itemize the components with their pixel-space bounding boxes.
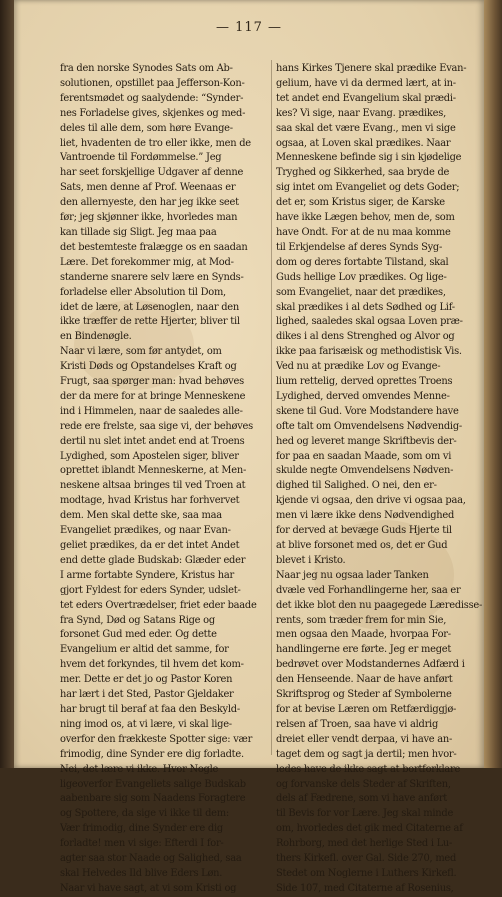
page-edge <box>484 0 502 768</box>
text-line: fra den norske Synodes Sats om Ab- <box>60 63 233 74</box>
text-line: Vantroende til Fordømmelse.” Jeg <box>60 152 222 164</box>
text-line: I arme fortabte Syndere, Kristus har <box>60 569 234 581</box>
text-line: gjort Fyldest for eders Synder, udslet- <box>60 584 241 596</box>
text-line: fra Synd, Død og Satans Rige og <box>60 614 215 626</box>
text-line: Guds hellige Lov prædikes. Og lige- <box>276 271 447 283</box>
text-line: til Erkjendelse af deres Synds Syg- <box>276 241 443 253</box>
text-line: skulde negte Omvendelsens Nødven- <box>276 465 454 477</box>
text-line: en Bindenøgle. <box>60 331 132 343</box>
text-line: har brugt til beraf at faa den Beskyld- <box>60 703 240 715</box>
text-line: ofte talt om Omvendelsens Nødvendig- <box>276 420 462 432</box>
text-line: rents, som træder frem for min Sie, <box>276 614 447 626</box>
text-line: Vær frimodig, dine Synder ere dig <box>60 823 223 835</box>
text-line: tet eders Overtrædelser, friet eder baade <box>60 599 257 611</box>
left-text-column <box>60 62 270 897</box>
text-line: frimodig, dine Synder ere dig forladte. <box>60 748 244 760</box>
text-line: hans Kirkes Tjenere skal prædike Evan- <box>276 63 467 74</box>
text-line: dighed til Salighed. O nei, den er- <box>276 480 437 492</box>
text-line: ind i Himmelen, naar de saaledes alle- <box>60 405 243 417</box>
text-line: har lært i det Sted, Pastor Gjeldaker <box>60 689 234 701</box>
text-line: ogsaa, at Loven skal prædikes. Naar <box>276 137 451 149</box>
text-line: blevet i Kristo. <box>276 554 346 566</box>
text-line: kjende vi ogsaa, den drive vi ogsaa paa, <box>276 495 466 507</box>
text-line: handlingerne ere førte. Jeg er meget <box>276 644 452 656</box>
text-line: rede ere frelste, saa sige vi, der behøves <box>60 420 253 432</box>
text-line: dikes i al dens Strenghed og Alvor og <box>276 331 455 343</box>
text-line: relsen af Troen, saa have vi aldrig <box>276 718 439 730</box>
text-line: skal Helvedes Ild blive Eders Løn. <box>60 867 223 879</box>
book-page <box>14 0 484 894</box>
text-line: ledes have de ikke sagt at bortforklare <box>276 763 461 775</box>
text-line: bedrøvet over Modstandernes Adfærd i <box>276 659 465 671</box>
text-line: skene til Gud. Vore Modstandere have <box>276 405 459 417</box>
text-line: thers Kirkefl. over Gal. Side 270, med <box>276 853 457 865</box>
text-line: den Henseende. Naar de have anført <box>276 674 453 686</box>
text-line: geliet prædikes, da er det intet Andet <box>60 540 240 551</box>
text-line: Rohrborg, med det herlige Sted i Lu- <box>276 838 453 850</box>
text-line: for derved at bevæge Guds Hjerte til <box>276 525 452 537</box>
text-line: Tryghed og Sikkerhed, saa bryde de <box>276 167 450 179</box>
text-line: neskene altsaa bringes til ved Troen at <box>60 480 246 492</box>
text-line: solutionen, opstillet paa Jefferson-Kon- <box>60 77 245 89</box>
text-line: Evangelium er altid det samme, for <box>60 644 229 656</box>
text-line: Lydighed, derved omvendes Menne- <box>276 390 450 402</box>
text-line: ferentsmødet og saalydende: “Synder- <box>60 92 244 104</box>
text-line: Evangeliet prædikes, og naar Evan- <box>60 525 231 537</box>
text-line: for paa en saadan Maade, som om vi <box>276 450 452 462</box>
text-line: Stedet om Noglerne i Luthers Kirkefl. <box>276 867 457 879</box>
text-line: hvem det forkyndes, til hvem det kom- <box>60 659 244 671</box>
text-line: dvæle ved Forhandlingerne her, saa er <box>276 584 461 596</box>
text-line: og Spottere, da sige vi ikke til dem: <box>60 808 229 820</box>
text-line: dels af Fædrene, som vi have anført <box>276 793 448 805</box>
text-line: det er, som Kristus siger, de Karske <box>276 197 445 209</box>
text-line: om, hvorledes det gik med Citaterne af <box>276 823 463 835</box>
text-line: men vi lære ikke dens Nødvendighed <box>276 510 455 522</box>
text-line: ligeoverfor Evangeliets salige Budskab <box>60 778 246 790</box>
text-line: hed og leveret mange Skriftbevis der- <box>276 435 457 447</box>
text-line: tet andet end Evangelium skal prædi- <box>276 92 456 104</box>
text-line: sig intet om Evangeliet og dets Goder; <box>276 182 460 194</box>
text-line: kes? Vi sige, naar Evang. prædikes, <box>276 107 446 119</box>
text-line: Ved nu at prædike Lov og Evange- <box>276 361 441 373</box>
right-text-column <box>276 62 486 897</box>
text-line: dreiet eller vendt derpaa, vi have an- <box>276 733 453 745</box>
text-line: mer. Dette er det jo og Pastor Koren <box>60 674 233 686</box>
text-line: Kristi Døds og Opstandelses Kraft og <box>60 361 237 373</box>
text-line: forladelse eller Absolution til Dom, <box>60 286 226 298</box>
text-line: kan tillade sig Sligt. Jeg maa paa <box>60 226 217 238</box>
text-line: Lære. Det forekommer mig, at Mod- <box>60 256 234 268</box>
text-line: liet, hvadenten de tro eller ikke, men de <box>60 137 251 149</box>
text-line: Sats, men denne af Prof. Weenaas er <box>60 182 236 194</box>
text-line: standerne snarere selv lære en Synds- <box>60 271 244 283</box>
text-line: Skriftsprog og Steder af Symbolerne <box>276 689 452 701</box>
text-line: Naar vi have sagt, at vi som Kristi og <box>60 882 237 894</box>
text-line: for at bevise Læren om Retfærdiggjø- <box>276 703 457 715</box>
text-line: ning imod os, at vi lære, vi skal lige- <box>60 718 232 730</box>
text-line: oprettet iblandt Menneskerne, at Men- <box>60 465 247 477</box>
text-line: som Evangeliet, naar det prædikes, <box>276 286 446 298</box>
text-line: den allernyeste, den har jeg ikke seet <box>60 197 239 209</box>
text-line: lium rettelig, derved oprettes Troens <box>276 376 453 388</box>
text-line: der da mere for at bringe Menneskene <box>60 390 246 402</box>
page-number: — 117 — <box>215 20 283 35</box>
text-line: have ikke Lægen behov, men de, som <box>276 212 455 224</box>
text-line: Lydighed, som Apostelen siger, bliver <box>60 450 239 462</box>
text-line: før; jeg skjønner ikke, hvorledes man <box>60 212 238 224</box>
text-line: ikke træffer de rette Hjerter, bliver til <box>60 316 240 328</box>
text-line: dom og deres fortabte Tilstand, skal <box>276 256 449 268</box>
text-line: Nei, det lære vi ikke. Hvor Nogle <box>60 763 219 775</box>
text-line: skal prædikes i al dets Sødhed og Lif- <box>276 301 455 313</box>
text-line: taget dem og sagt ja dertil; men hvor- <box>276 748 457 760</box>
book-spine <box>0 0 14 768</box>
text-line: Frugt, saa spørger man: hvad behøves <box>60 376 244 388</box>
text-line: saa skal det være Evang., men vi sige <box>276 122 456 134</box>
text-line: ikke paa farisæisk og methodistisk Vis. <box>276 346 462 358</box>
text-line: Naar jeg nu ogsaa lader Tanken <box>276 569 429 581</box>
text-line: idet de lære, at Løsenoglen, naar den <box>60 301 239 313</box>
text-line: Naar vi lære, som før antydet, om <box>60 346 222 358</box>
text-line: forladte! men vi sige: Efterdi I for- <box>60 838 224 850</box>
text-line: til Bevis for vor Lære. Jeg skal minde <box>276 808 454 820</box>
text-line: end dette glade Budskab: Glæder eder <box>60 554 246 566</box>
text-line: lighed, saaledes skal ogsaa Loven præ- <box>276 316 463 328</box>
text-line: overfor den frækkeste Spotter sige: vær <box>60 733 253 745</box>
text-line: dem. Men skal dette ske, saa maa <box>60 510 222 522</box>
text-line: men ogsaa den Maade, hvorpaa For- <box>276 629 451 641</box>
text-line: at blive forsonet med os, det er Gud <box>276 540 448 551</box>
text-line: det bestemteste fralægge os en saadan <box>60 241 248 253</box>
text-line: Menneskene befinde sig i sin kjødelige <box>276 152 462 164</box>
text-line: og forvanske dels Steder af Skriften, <box>276 778 451 790</box>
text-line: det ikke blot den nu paagegede Læredisse- <box>276 599 483 611</box>
text-line: gelium, have vi da dermed lært, at in- <box>276 77 456 89</box>
text-line: har seet forskjellige Udgaver af denne <box>60 167 244 179</box>
text-line: nes Forladelse gives, skjenkes og med- <box>60 107 246 119</box>
text-line: modtage, hvad Kristus har forhvervet <box>60 495 240 507</box>
text-line: agter saa stor Naade og Salighed, saa <box>60 853 242 865</box>
text-line: have Ondt. For at de nu maa komme <box>276 226 451 238</box>
text-line: forsonet Gud med eder. Og dette <box>60 629 217 641</box>
text-line: dertil nu slet intet andet end at Troens <box>60 435 245 447</box>
text-line: Side 107, med Citaterne af Rosenius, <box>276 882 454 894</box>
column-divider <box>271 60 272 755</box>
text-line: aabenbare sig som Naadens Foragtere <box>60 793 246 805</box>
text-line: deles til alle dem, som høre Evange- <box>60 122 233 134</box>
